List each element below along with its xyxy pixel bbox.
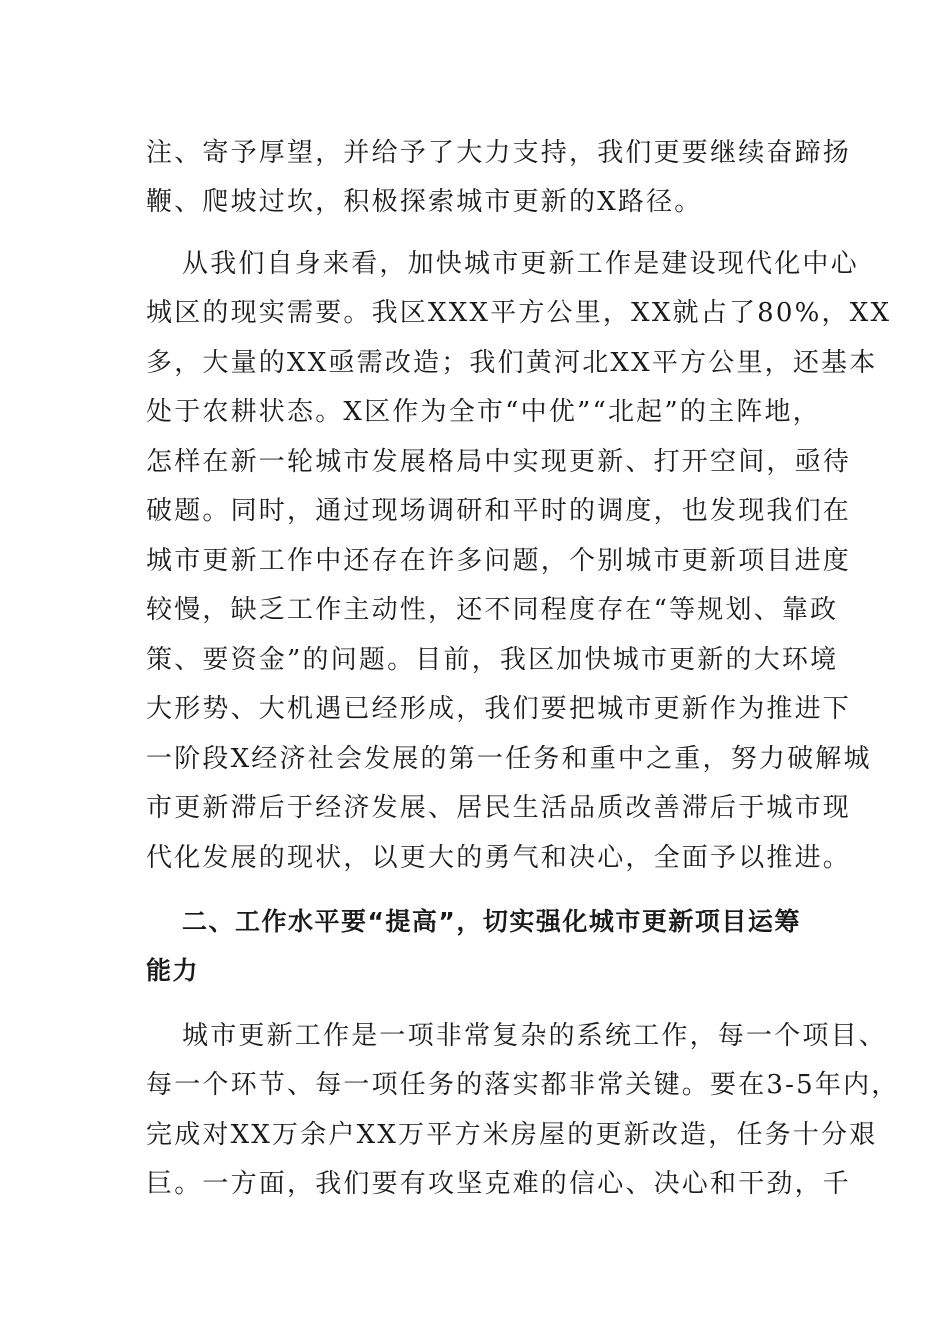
heading-line: 能力 [146, 956, 200, 985]
paragraph-line: 每一个环节、每一项任务的落实都非常关键。要在3-5年内， [146, 1070, 900, 1100]
paragraph-line: 鞭、爬坡过坎，积极探索城市更新的X路径。 [146, 187, 703, 217]
paragraph-line: 处于农耕状态。X区作为全市“中优”“北起”的主阵地， [146, 397, 821, 427]
heading-line: 二、工作水平要“提高”，切实强化城市更新项目运筹 [182, 907, 801, 936]
paragraph-line: 完成对XX万余户XX万平方米房屋的更新改造，任务十分艰 [146, 1120, 878, 1150]
paragraph-line: 城区的现实需要。我区XXX平方公里，XX就占了80%，XX [146, 298, 892, 328]
paragraph-line: 较慢，缺乏工作主动性，还不同程度存在“等规划、靠政 [146, 595, 839, 625]
paragraph-line: 市更新滞后于经济发展、居民生活品质改善滞后于城市现 [146, 793, 852, 823]
paragraph-line: 城市更新工作是一项非常复杂的系统工作，每一个项目、 [182, 1021, 888, 1051]
paragraph-line: 一阶段X经济社会发展的第一任务和重中之重，努力破解城 [146, 744, 872, 774]
paragraph-line: 代化发展的现状，以更大的勇气和决心，全面予以推进。 [146, 843, 852, 873]
paragraph-line: 策、要资金”的问题。目前，我区加快城市更新的大环境 [146, 645, 839, 675]
paragraph-line: 城市更新工作中还存在许多问题，个别城市更新项目进度 [146, 546, 852, 576]
paragraph-line: 大形势、大机遇已经形成，我们要把城市更新作为推进下 [146, 694, 852, 724]
paragraph-line: 怎样在新一轮城市发展格局中实现更新、打开空间，亟待 [146, 447, 852, 477]
paragraph-line: 多，大量的XX亟需改造；我们黄河北XX平方公里，还基本 [146, 348, 878, 378]
paragraph-line: 注、寄予厚望，并给予了大力支持，我们更要继续奋蹄扬 [146, 138, 852, 168]
paragraph-line: 从我们自身来看，加快城市更新工作是建设现代化中心 [182, 249, 859, 279]
paragraph-line: 巨。一方面，我们要有攻坚克难的信心、决心和干劲，千 [146, 1169, 852, 1199]
paragraph-line: 破题。同时，通过现场调研和平时的调度，也发现我们在 [146, 496, 852, 526]
